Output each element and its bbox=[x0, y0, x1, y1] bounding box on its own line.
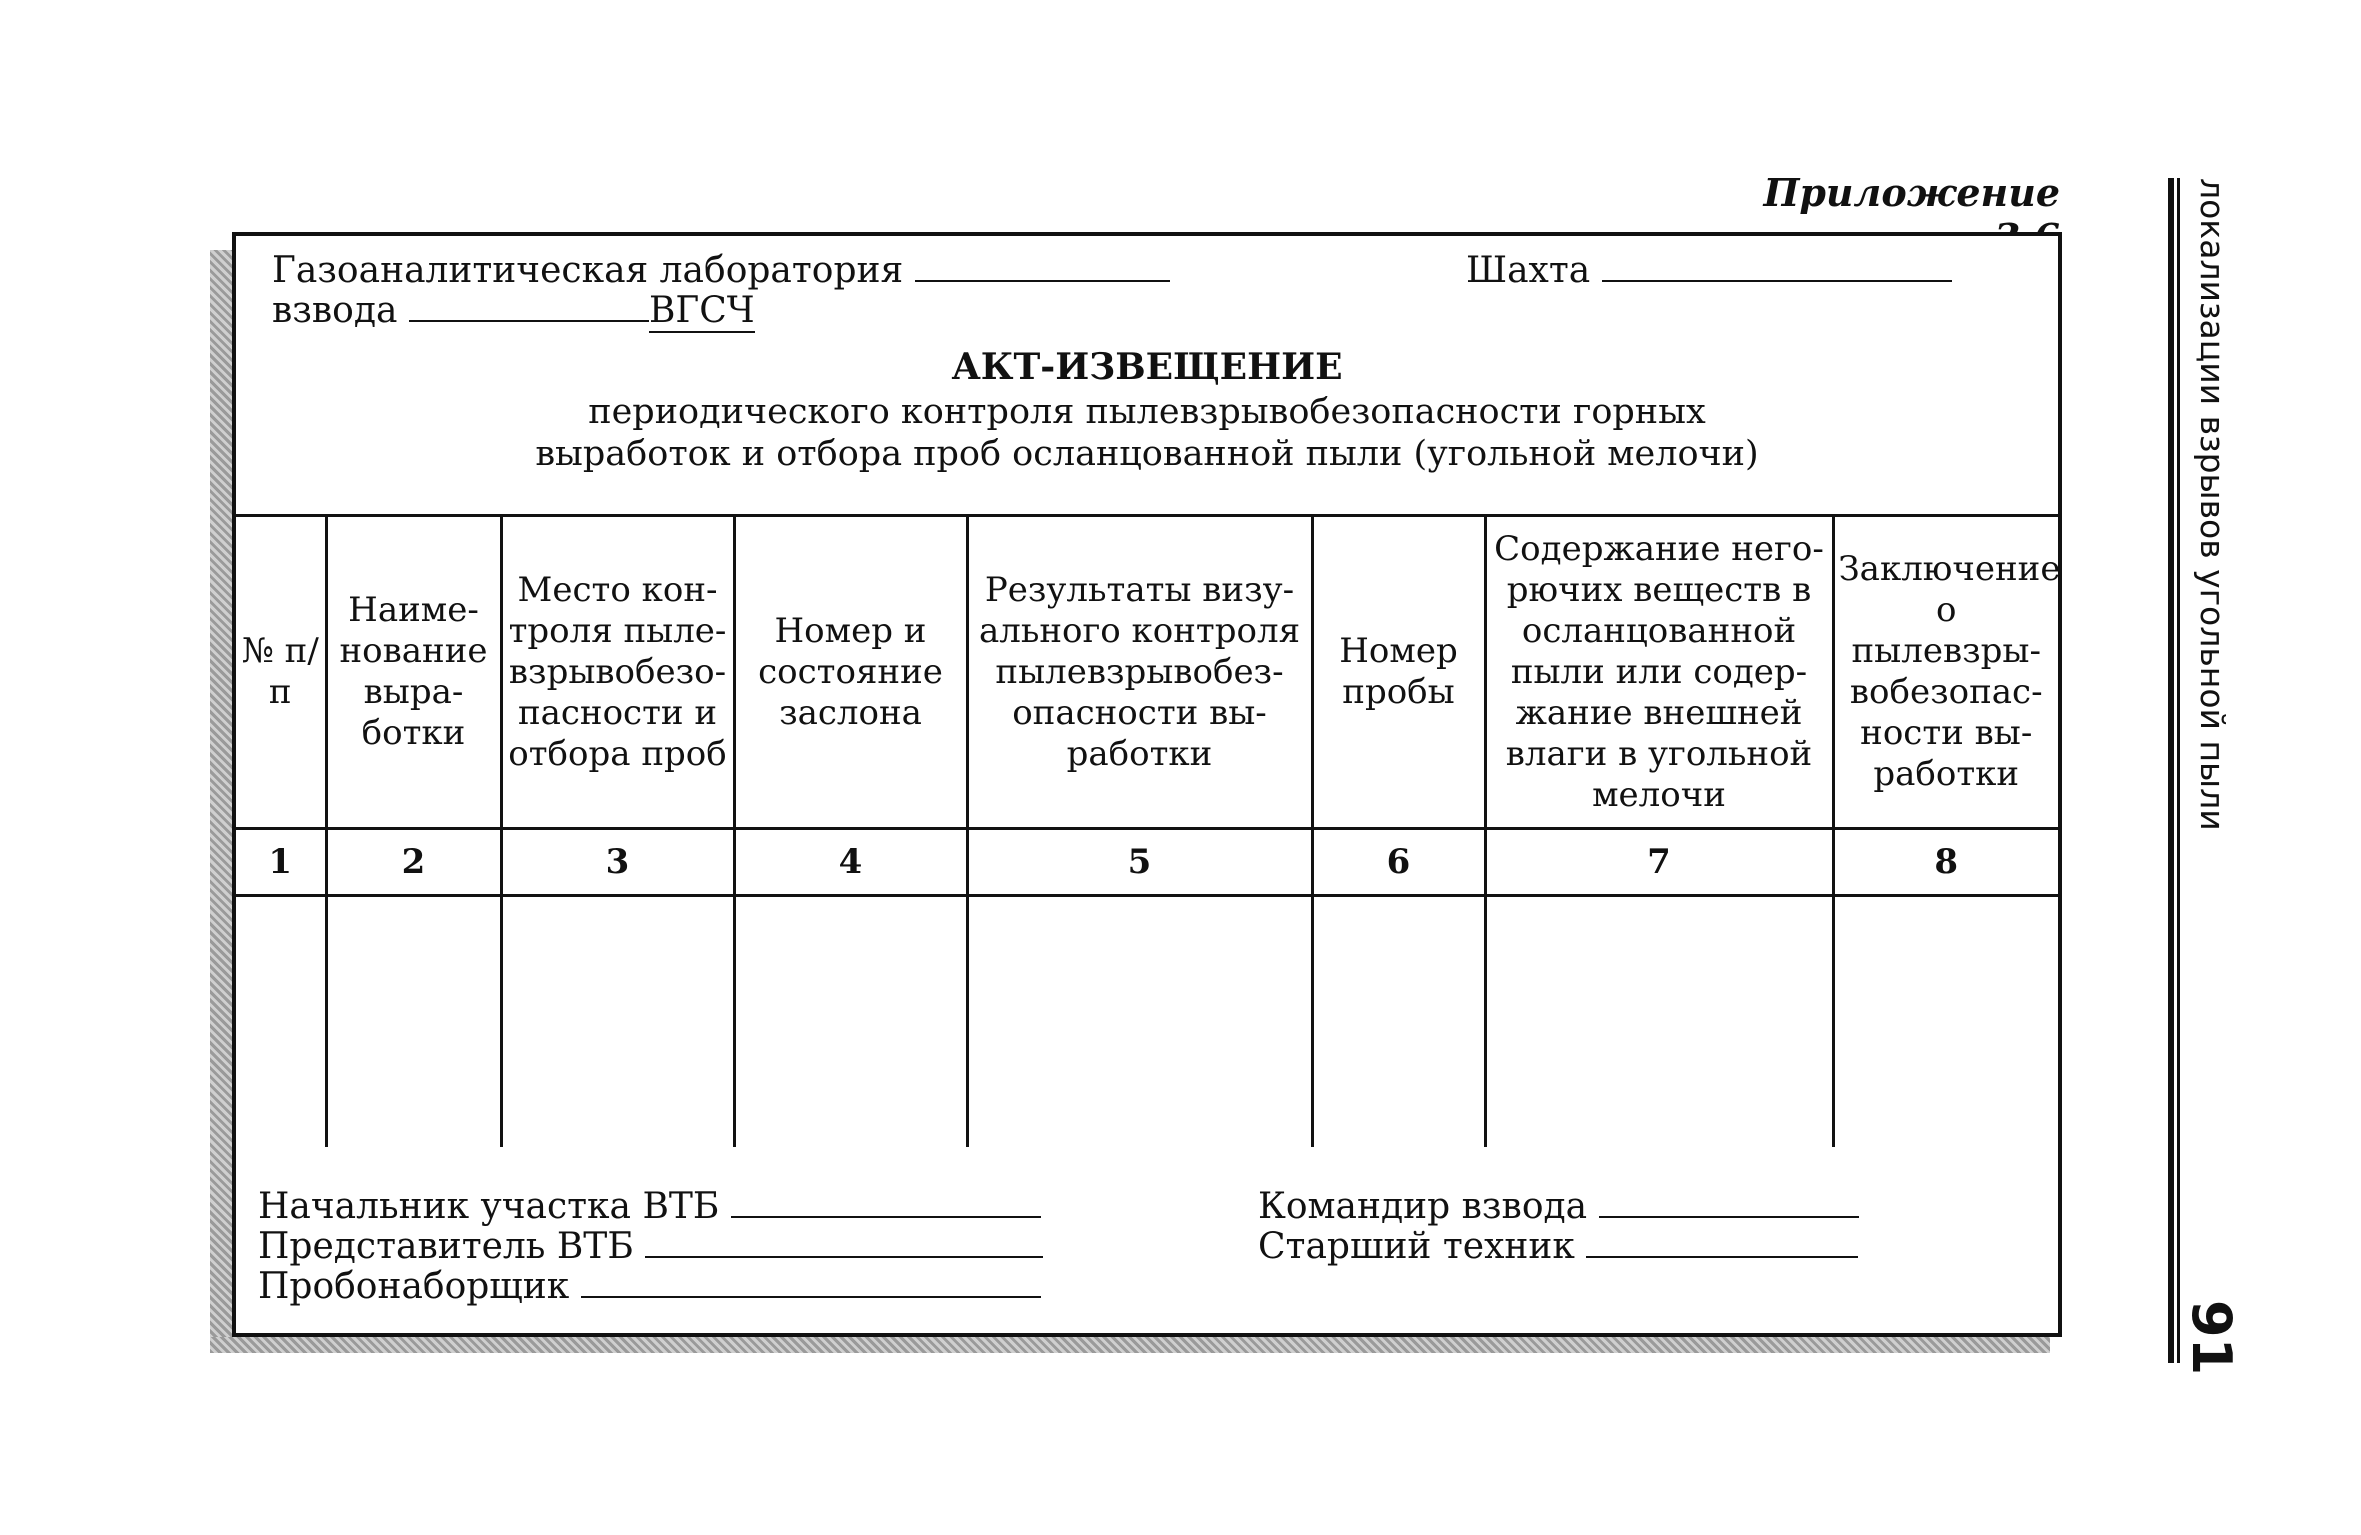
empty-cell bbox=[1833, 896, 2058, 1148]
empty-cell bbox=[967, 896, 1312, 1148]
lab-line bbox=[272, 250, 1170, 291]
col-header-7: Содержание него-рючих веществ в осланцованной пыли или содер-жание внешней влаги в угольной мелочи bbox=[1485, 516, 1833, 829]
sig-chief-label: Начальник участка ВТБ bbox=[258, 1186, 720, 1227]
sig-representative-label: Представитель ВТБ bbox=[258, 1226, 634, 1267]
sig-sampler-label: Пробонаборщик bbox=[258, 1266, 570, 1307]
subtitle-line-1: периодического контроля пылевзрывобезопасности горных bbox=[588, 392, 1706, 432]
col-number-5: 5 bbox=[967, 829, 1312, 896]
sig-senior-tech bbox=[1258, 1226, 1858, 1267]
sig-sampler bbox=[258, 1266, 1041, 1307]
platoon-blank bbox=[409, 319, 649, 322]
col-header-8: Заключение о пылевзры-вобезопас-ности вы-работки bbox=[1833, 516, 2058, 829]
mine-label: Шахта bbox=[1466, 250, 1591, 291]
sig-commander-label: Командир взвода bbox=[1258, 1186, 1588, 1227]
margin-rule-thick bbox=[2168, 178, 2174, 1363]
col-header-3: Место кон-троля пыле-взрывобезо-пасности и отбора проб bbox=[501, 516, 734, 829]
col-number-2: 2 bbox=[326, 829, 501, 896]
col-number-6: 6 bbox=[1312, 829, 1485, 896]
sig-representative-blank bbox=[645, 1255, 1043, 1258]
col-number-4: 4 bbox=[734, 829, 967, 896]
platoon-label: взвода bbox=[272, 290, 398, 331]
col-number-3: 3 bbox=[501, 829, 734, 896]
sig-senior-tech-label: Старший техник bbox=[1258, 1226, 1575, 1267]
table-header-row bbox=[236, 516, 2058, 829]
empty-cell bbox=[734, 896, 967, 1148]
platoon-line bbox=[272, 290, 755, 331]
form-shadow-bottom bbox=[210, 1337, 2050, 1353]
sig-commander bbox=[1258, 1186, 1859, 1227]
table-number-row bbox=[236, 829, 2058, 896]
col-header-5: Результаты визу-ального контроля пылевзрывобез-опасности вы-работки bbox=[967, 516, 1312, 829]
running-header: локализации взрывов угольной пыли bbox=[2193, 178, 2232, 831]
empty-cell bbox=[236, 896, 326, 1148]
mine-blank bbox=[1602, 279, 1952, 282]
col-number-1: 1 bbox=[236, 829, 326, 896]
sig-chief-blank bbox=[731, 1215, 1041, 1218]
empty-cell bbox=[501, 896, 734, 1148]
sig-commander-blank bbox=[1599, 1215, 1859, 1218]
empty-cell bbox=[326, 896, 501, 1148]
inspection-table bbox=[236, 514, 2061, 1147]
sig-senior-tech-blank bbox=[1586, 1255, 1858, 1258]
sig-representative bbox=[258, 1226, 1043, 1267]
margin-rule-thin bbox=[2177, 178, 2180, 1363]
lab-label: Газоаналитическая лаборатория bbox=[272, 250, 904, 291]
form-shadow-left bbox=[210, 250, 232, 1350]
col-header-2: Наиме-нование выра-ботки bbox=[326, 516, 501, 829]
sig-chief bbox=[258, 1186, 1041, 1227]
col-number-8: 8 bbox=[1833, 829, 2058, 896]
empty-cell bbox=[1485, 896, 1833, 1148]
col-header-4: Номер и состояние заслона bbox=[734, 516, 967, 829]
lab-blank bbox=[915, 279, 1170, 282]
act-form bbox=[232, 232, 2062, 1337]
subtitle-line-2: выработок и отбора проб осланцованной пыли (угольной мелочи) bbox=[535, 434, 1759, 474]
empty-cell bbox=[1312, 896, 1485, 1148]
col-header-6: Номер пробы bbox=[1312, 516, 1485, 829]
table-empty-row bbox=[236, 896, 2058, 1148]
act-subtitle bbox=[236, 391, 2058, 475]
sig-sampler-blank bbox=[581, 1295, 1041, 1298]
act-title: АКТ-ИЗВЕЩЕНИЕ bbox=[951, 346, 1343, 388]
page-number: 91 bbox=[2180, 1300, 2243, 1376]
vgsch-label: ВГСЧ bbox=[648, 290, 755, 331]
mine-line bbox=[1466, 250, 1952, 291]
appendix-label: Приложение bbox=[1763, 170, 2060, 215]
col-number-7: 7 bbox=[1485, 829, 1833, 896]
col-header-1: № п/п bbox=[236, 516, 326, 829]
